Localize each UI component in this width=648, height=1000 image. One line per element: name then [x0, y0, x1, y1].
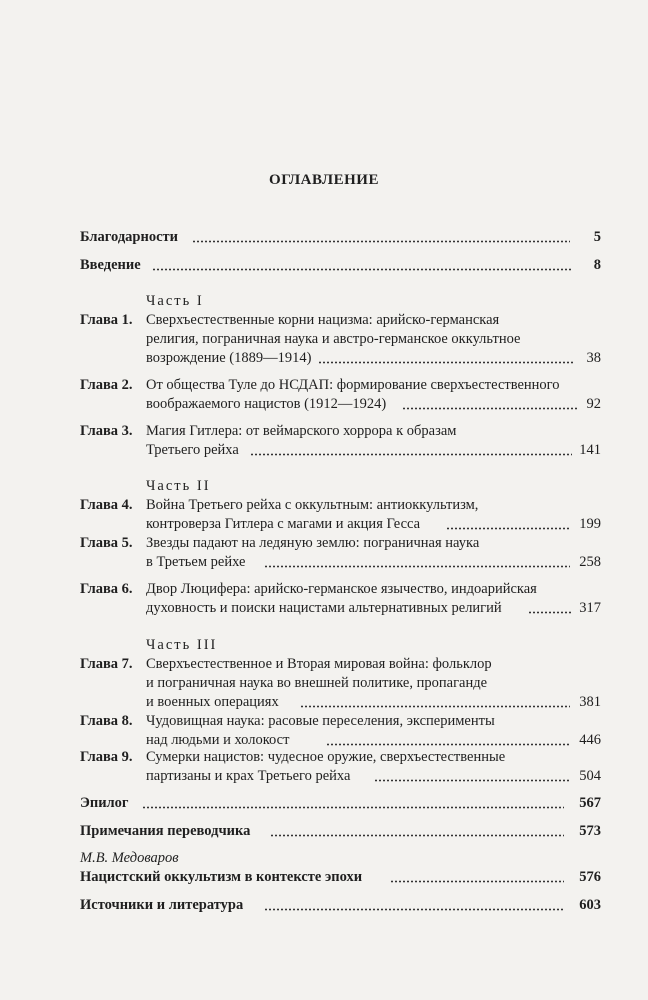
toc-entry-chapter-4-end: [0, 515, 648, 533]
part-heading: [0, 292, 648, 310]
part-label: Часть II: [146, 478, 211, 494]
toc-entry-introduction[interactable]: [0, 256, 648, 274]
chapter-title-line: Звезды падают на ледяную землю: пограничная наука: [146, 535, 480, 551]
part-label: Часть III: [146, 637, 218, 653]
chapter-title-line: Двор Люцифера: арийско-германское язычество, индоарийская: [146, 581, 537, 597]
toc-entry-title: Нацистский оккультизм в контексте эпохи: [80, 869, 363, 885]
toc-entry-chapter-7-cont: [0, 674, 648, 692]
toc-entry-chapter-9[interactable]: [0, 748, 648, 766]
toc-entry-chapter-6-end: [0, 599, 648, 617]
toc-entry-chapter-5-end: [0, 553, 648, 571]
chapter-title-line: Сверхъестественные корни нацизма: арийско-германская: [146, 312, 500, 328]
toc-entry-chapter-8[interactable]: [0, 712, 648, 730]
chapter-title-line: Третьего рейха: [146, 442, 239, 458]
dot-leader: [318, 349, 574, 367]
appendix-author: [0, 849, 648, 867]
toc-entry-title: Источники и литература: [80, 897, 244, 913]
toc-entry-title: Благодарности: [80, 229, 179, 245]
chapter-number: Глава 1.: [80, 312, 133, 328]
toc-entry-title: Примечания переводчика: [80, 823, 251, 839]
dot-leader: [192, 228, 570, 246]
toc-page-number: 317: [579, 600, 601, 616]
part-heading: [0, 636, 648, 654]
toc-page-number: 381: [579, 694, 601, 710]
toc-page-number: 258: [579, 554, 601, 570]
dot-leader: [446, 515, 570, 533]
dot-leader: [270, 822, 564, 840]
dot-leader: [402, 395, 578, 413]
chapter-title-line: и пограничная наука во внешней политике, пропаганде: [146, 675, 488, 691]
chapter-number: Глава 3.: [80, 423, 133, 439]
chapter-title-line: духовность и поиски нацистами альтернативных религий: [146, 600, 502, 616]
chapter-number: Глава 6.: [80, 581, 133, 597]
chapter-title-line: контроверза Гитлера с магами и акция Гесса: [146, 516, 421, 532]
toc-entry-epilogue[interactable]: [0, 794, 648, 812]
toc-page-number: 141: [579, 442, 601, 458]
chapter-title-line: Сверхъестественное и Вторая мировая война: фольклор: [146, 656, 492, 672]
dot-leader: [264, 896, 564, 914]
toc-entry-chapter-7[interactable]: [0, 655, 648, 673]
toc-entry-acknowledgements[interactable]: [0, 228, 648, 246]
dot-leader: [374, 767, 570, 785]
chapter-title-line: Чудовищная наука: расовые переселения, эксперименты: [146, 713, 495, 729]
author-name: М.В. Медоваров: [80, 850, 179, 866]
toc-page-number: 603: [579, 897, 601, 913]
dot-leader: [142, 794, 564, 812]
toc-entry-chapter-1-end: [0, 349, 648, 367]
toc-page-number: 573: [579, 823, 601, 839]
toc-entry-sources[interactable]: [0, 896, 648, 914]
dot-leader: [528, 599, 572, 617]
toc-entry-chapter-2-end: [0, 395, 648, 413]
dot-leader: [152, 256, 572, 274]
toc-page-number: 576: [579, 869, 601, 885]
dot-leader: [300, 693, 570, 711]
chapter-title-line: Война Третьего рейха с оккультным: антиоккультизм,: [146, 497, 479, 513]
chapter-number: Глава 7.: [80, 656, 133, 672]
toc-entry-appendix-essay[interactable]: [0, 868, 648, 886]
chapter-title-line: религия, пограничная наука и австро-германское оккультное: [146, 331, 521, 347]
toc-entry-chapter-1[interactable]: [0, 311, 648, 329]
chapter-number: Глава 2.: [80, 377, 133, 393]
chapter-title-line: над людьми и холокост: [146, 732, 290, 748]
toc-entry-chapter-5[interactable]: [0, 534, 648, 552]
toc-page-number: 504: [579, 768, 601, 784]
chapter-number: Глава 4.: [80, 497, 133, 513]
toc-entry-chapter-3[interactable]: [0, 422, 648, 440]
toc-entry-chapter-8-end: [0, 731, 648, 749]
toc-entry-chapter-7-end: [0, 693, 648, 711]
toc-page-number: 8: [593, 257, 601, 273]
chapter-title-line: и военных операциях: [146, 694, 279, 710]
toc-entry-chapter-1-cont: [0, 330, 648, 348]
toc-entry-title: Введение: [80, 257, 141, 273]
chapter-number: Глава 9.: [80, 749, 133, 765]
toc-entry-chapter-3-end: [0, 441, 648, 459]
dot-leader: [390, 868, 564, 886]
toc-entry-chapter-6[interactable]: [0, 580, 648, 598]
chapter-title-line: возрождение (1889—1914): [146, 350, 312, 366]
chapter-title-line: Сумерки нацистов: чудесное оружие, сверхъестественные: [146, 749, 506, 765]
toc-page-number: 199: [579, 516, 601, 532]
dot-leader: [264, 553, 570, 571]
toc-page-number: 38: [586, 350, 601, 366]
toc-entry-chapter-9-end: [0, 767, 648, 785]
chapter-title-line: От общества Туле до НСДАП: формирование сверхъестественного: [146, 377, 560, 393]
toc-page-number: 5: [593, 229, 601, 245]
chapter-title-line: в Третьем рейхе: [146, 554, 246, 570]
chapter-number: Глава 8.: [80, 713, 133, 729]
page-title: ОГЛАВЛЕНИЕ: [269, 172, 379, 188]
chapter-number: Глава 5.: [80, 535, 133, 551]
chapter-title-line: партизаны и крах Третьего рейха: [146, 768, 351, 784]
toc-entry-translator-notes[interactable]: [0, 822, 648, 840]
toc-page-number: 92: [586, 396, 601, 412]
chapter-title-line: Магия Гитлера: от веймарского хоррора к образам: [146, 423, 457, 439]
part-label: Часть I: [146, 293, 204, 309]
dot-leader: [250, 441, 572, 459]
toc-page-number: 567: [579, 795, 601, 811]
chapter-title-line: воображаемого нацистов (1912—1924): [146, 396, 387, 412]
toc-entry-chapter-4[interactable]: [0, 496, 648, 514]
dot-leader: [326, 731, 570, 749]
toc-page-number: 446: [579, 732, 601, 748]
toc-entry-chapter-2[interactable]: [0, 376, 648, 394]
part-heading: [0, 477, 648, 495]
toc-entry-title: Эпилог: [80, 795, 129, 811]
